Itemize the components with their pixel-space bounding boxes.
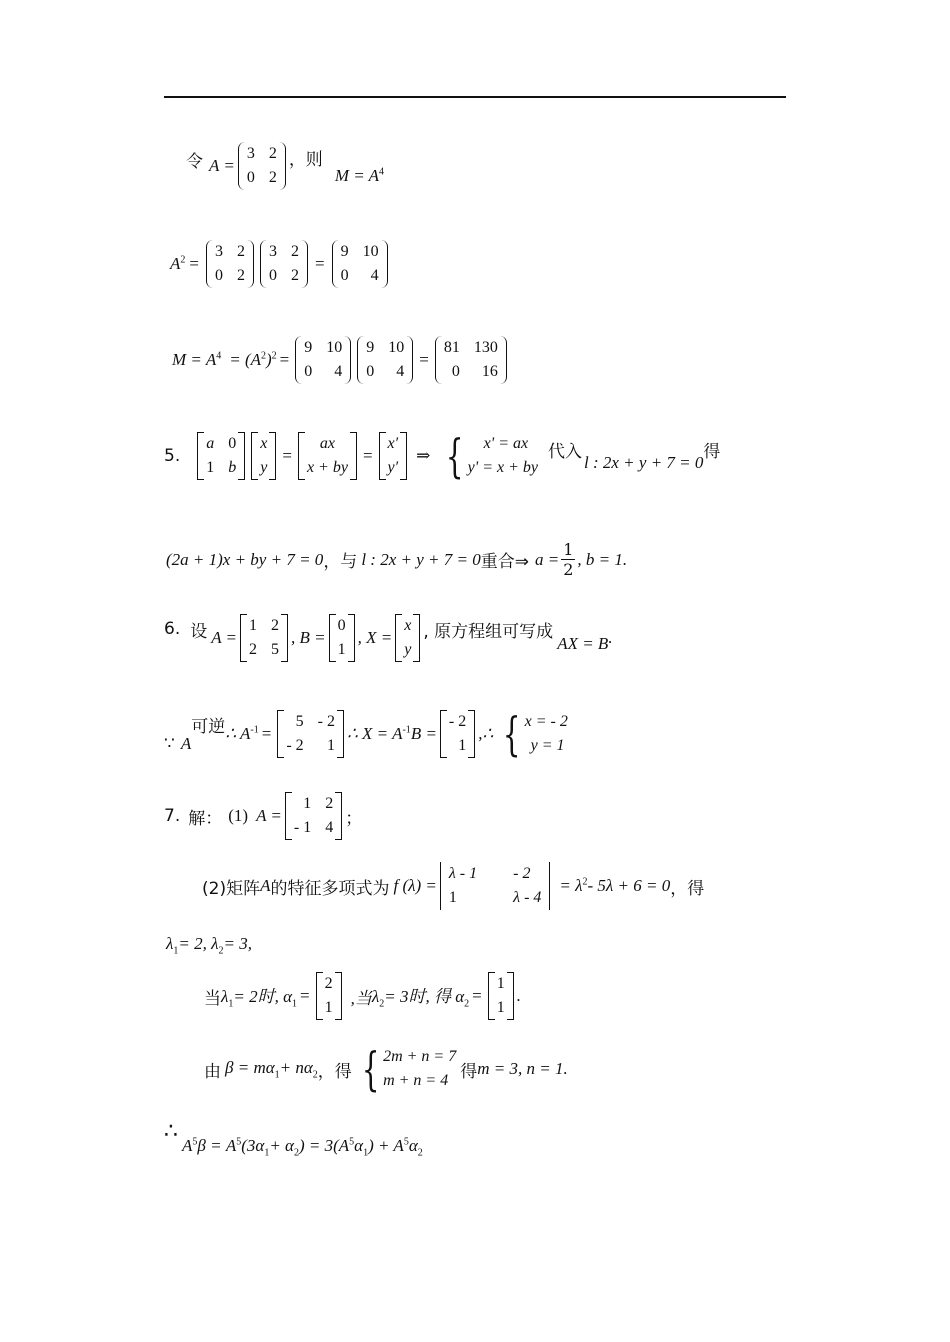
math: $A^2$ (170, 254, 186, 273)
line-4: 5. a 0 1 b x y = ax x + by = x′ y′ ⇒ { x' = ax y' = x + by 代入 l : 2x + y + 7 = 0 得 (164, 429, 721, 483)
line-5: (2a + 1)x + by + 7 = 0 ，与 l : 2x + y + 7 = 0 重合⇒ a = $\frac{1}{2}$ , b = 1. (166, 540, 628, 579)
matrix: 1 2 2 5 (240, 614, 288, 662)
math: ∴ $X = A^{-1}B$ = (346, 724, 437, 743)
fraction: $\frac{1}{2}$ (563, 540, 574, 579)
math: $M = A^4$ (334, 166, 385, 185)
matrix: ax x + by (298, 432, 357, 480)
equation-system: { x' = ax y' = x + by (446, 429, 538, 483)
equation-system: { 2m + n = 7 m + n = 4 (361, 1042, 457, 1096)
line-10: $\lambda_1= 2$, $\lambda_2= 3$, (166, 934, 252, 957)
header-rule (164, 96, 786, 98)
matrix: 9 10 0 4 (357, 336, 413, 384)
matrix: 9 10 0 4 (295, 336, 351, 384)
matrix: x y (251, 432, 276, 480)
matrix: 5 - 2 - 2 1 (277, 710, 344, 758)
line-8: 7. 解： (1) A = 1 2 - 1 4 ； (164, 792, 362, 840)
matrix: 2 1 (316, 972, 342, 1020)
math: = $(A^2)^2$ (229, 350, 277, 369)
line-3: $M = A^4$ = $(A^2)^2$ = 9 10 0 4 9 10 0 4 = 81 130 0 16 (172, 336, 510, 384)
line-1 (186, 142, 384, 190)
math: A = (209, 156, 235, 175)
equation-system: { x = - 2 y = 1 (503, 707, 568, 761)
math: $M = A^4$ (172, 350, 222, 369)
matrix: 1 2 - 1 4 (285, 792, 342, 840)
line-6: 6. 设 A = 1 2 2 5 , B = 0 1 , X = x y , 原方程组可写成 AX = B . (164, 614, 613, 662)
matrix: 9 10 0 4 (332, 240, 388, 288)
matrix: x y (395, 614, 420, 662)
matrix: 81 130 0 16 (435, 336, 507, 384)
line-13: ∴ $A^5\beta = A^5(3\alpha_1+ \alpha_2) = 3(A^5\alpha_1) + A^5\alpha_2$ (164, 1118, 423, 1159)
matrix: 1 1 (488, 972, 514, 1020)
matrix: 3 2 0 2 (206, 240, 254, 288)
matrix: 3 2 0 2 (260, 240, 308, 288)
line-7: ∵ A 可逆 ∴ $A^{-1}$ = 5 - 2 - 2 1 ∴ $X = A^{-1}B$ = - 2 1 ,∴ { x = - 2 y = 1 (164, 707, 568, 761)
line-12: 由 $\beta = m\alpha_1+ n\alpha_2$ ，得 { 2m + n = 7 m + n = 4 得 m = 3, n = 1 . (204, 1042, 568, 1096)
line-2: $A^2$ = 3 2 0 2 3 2 0 2 = 9 10 0 4 (170, 240, 391, 288)
text: ，则 (288, 149, 323, 170)
matrix-A: 3 2 0 2 (238, 142, 286, 190)
line-11: 当 $\lambda_1= 2$时, $\alpha_1$ = 2 1 ,当 $\lambda_2= 3$时, 得 $\alpha_2$ = 1 1 . (204, 972, 521, 1020)
text: 令 (186, 151, 203, 172)
line-9: (2)矩阵 A 的特征多项式为 f (λ) = λ - 1 - 2 1 λ - 4 = $\lambda^2-$ 5λ + 6 = 0 ，得 (202, 862, 704, 910)
matrix: a 0 1 b (197, 432, 245, 480)
math: ∴ $A^{-1}$ (225, 724, 259, 743)
matrix: 0 1 (329, 614, 355, 662)
matrix: - 2 1 (440, 710, 475, 758)
determinant: λ - 1 - 2 1 λ - 4 (440, 862, 551, 910)
matrix: x′ y′ (379, 432, 408, 480)
